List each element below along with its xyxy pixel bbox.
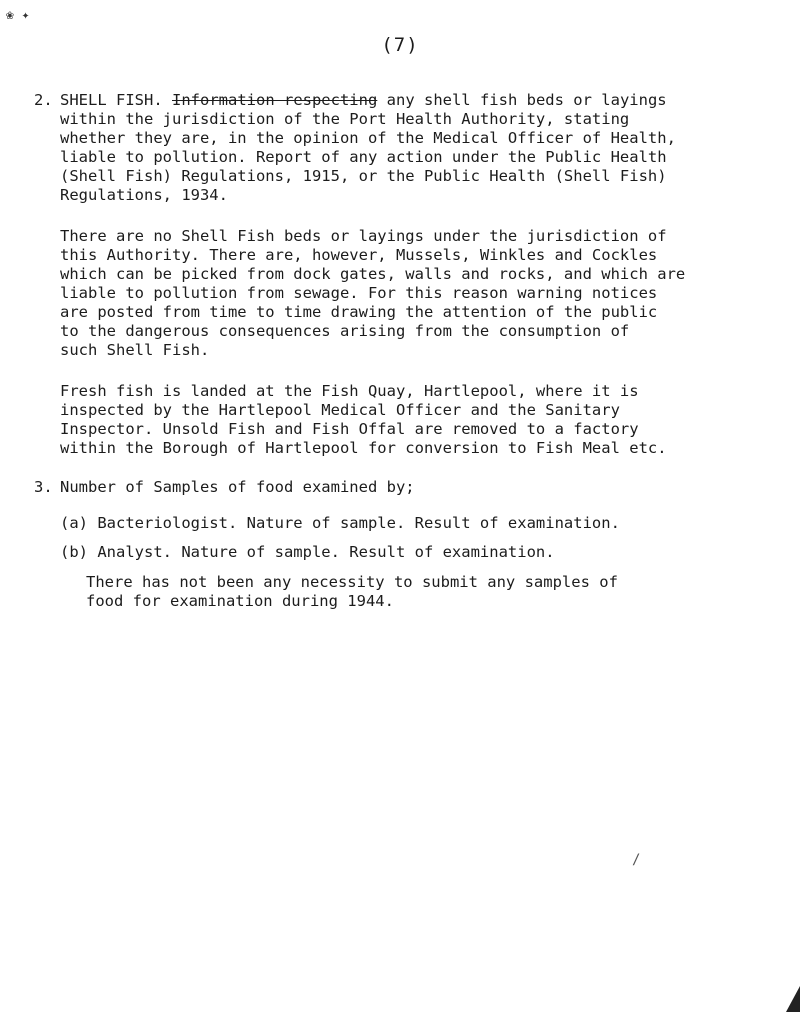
section-2-heading: SHELL FISH. bbox=[60, 91, 163, 109]
section-2-line-1: within the jurisdiction of the Port Health Authority, stating bbox=[60, 110, 630, 128]
section-2-line-0: any shell fish beds or layings bbox=[386, 91, 667, 109]
section-2 bbox=[34, 91, 774, 205]
section-3 bbox=[34, 478, 774, 497]
paragraph-line: Inspector. Unsold Fish and Fish Offal are removed to a factory bbox=[60, 420, 639, 438]
item-b bbox=[60, 543, 780, 562]
section-2-line-3: liable to pollution. Report of any action under the Public Health bbox=[60, 148, 667, 166]
paragraph-line: to the dangerous consequences arising from the consumption of bbox=[60, 322, 630, 340]
samples-paragraph bbox=[86, 573, 776, 611]
page-number: (7) bbox=[381, 34, 419, 56]
paragraph-line: inspected by the Hartlepool Medical Officer and the Sanitary bbox=[60, 401, 620, 419]
fresh-fish-paragraph bbox=[60, 382, 780, 458]
paragraph-line: within the Borough of Hartlepool for conversion to Fish Meal etc. bbox=[60, 439, 667, 457]
section-2-line-5: Regulations, 1934. bbox=[60, 186, 228, 204]
paragraph-line: liable to pollution from sewage. For this reason warning notices bbox=[60, 284, 658, 302]
section-2-first-line bbox=[60, 91, 774, 110]
paragraph-line: food for examination during 1944. bbox=[86, 592, 394, 610]
struck-text: Information respecting bbox=[172, 91, 378, 109]
item-a bbox=[60, 514, 780, 533]
item-a-text: (a) Bacteriologist. Nature of sample. Result of examination. bbox=[60, 514, 620, 532]
paragraph-line: Fresh fish is landed at the Fish Quay, Hartlepool, where it is bbox=[60, 382, 639, 400]
edge-mark bbox=[786, 986, 800, 1012]
paragraph-line: There are no Shell Fish beds or layings under the jurisdiction of bbox=[60, 227, 667, 245]
corner-mark: ❀ ✦ bbox=[6, 8, 30, 23]
section-2-number: 2. bbox=[34, 91, 53, 109]
shell-fish-paragraph bbox=[60, 227, 780, 360]
section-3-number: 3. bbox=[34, 478, 53, 496]
item-b-text: (b) Analyst. Nature of sample. Result of examination. bbox=[60, 543, 555, 561]
paragraph-line: There has not been any necessity to submit any samples of bbox=[86, 573, 618, 591]
paragraph-line: are posted from time to time drawing the attention of the public bbox=[60, 303, 658, 321]
section-2-line-2: whether they are, in the opinion of the Medical Officer of Health, bbox=[60, 129, 676, 147]
paragraph-line: which can be picked from dock gates, walls and rocks, and which are bbox=[60, 265, 686, 283]
section-3-heading: Number of Samples of food examined by; bbox=[60, 478, 415, 496]
stray-mark: / bbox=[632, 852, 641, 868]
paragraph-line: this Authority. There are, however, Mussels, Winkles and Cockles bbox=[60, 246, 658, 264]
paragraph-line: such Shell Fish. bbox=[60, 341, 210, 359]
section-2-line-4: (Shell Fish) Regulations, 1915, or the Public Health (Shell Fish) bbox=[60, 167, 667, 185]
